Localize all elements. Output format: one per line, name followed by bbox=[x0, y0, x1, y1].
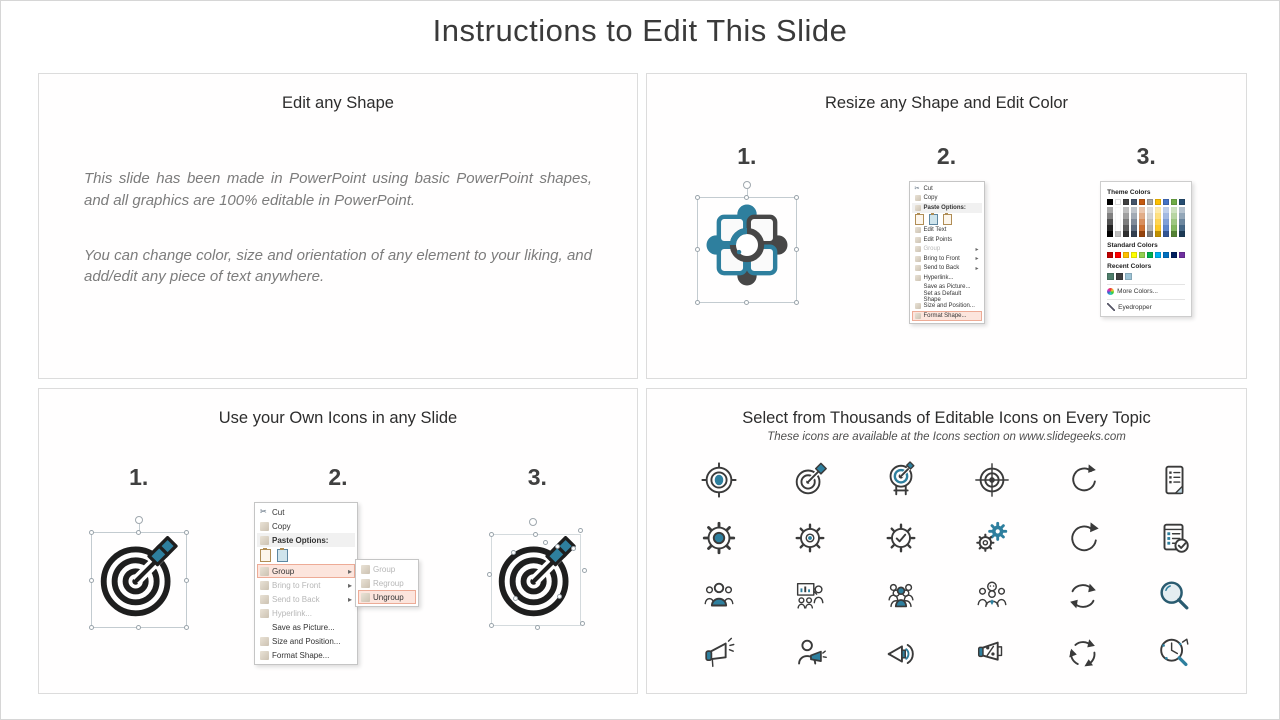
refresh-arrow-icon bbox=[1064, 519, 1102, 557]
color-swatch[interactable] bbox=[1107, 199, 1113, 205]
tint-column[interactable] bbox=[1163, 207, 1169, 237]
submenu-arrow-icon: ▸ bbox=[975, 246, 979, 253]
megaphone-left-icon bbox=[882, 635, 920, 673]
menu-item-size-and-position[interactable]: Size and Position... bbox=[912, 302, 982, 312]
library-icon-discussion-group[interactable] bbox=[946, 567, 1037, 625]
color-swatch[interactable] bbox=[1139, 199, 1145, 205]
library-icon-megaphone-announcement[interactable] bbox=[673, 625, 764, 683]
send-to-back-icon bbox=[915, 265, 921, 271]
edit-shape-paragraph-2: You can change color, size and orientation of any element to your liking, and add/edit any piece of text anywhere. bbox=[84, 246, 592, 286]
step-number: 1. bbox=[129, 464, 149, 490]
color-swatch[interactable] bbox=[1131, 252, 1137, 258]
panel-resize-shape-title: Resize any Shape and Edit Color bbox=[824, 94, 1069, 112]
menu-item-group[interactable]: Group ▸ bbox=[257, 564, 355, 578]
color-swatch[interactable] bbox=[1125, 273, 1132, 280]
discussion-group-icon bbox=[973, 577, 1011, 615]
gear-filled-center-icon bbox=[700, 519, 738, 557]
submenu-arrow-icon: ▸ bbox=[975, 265, 979, 272]
paste-picture-icon bbox=[277, 549, 288, 562]
panel-icon-library bbox=[646, 388, 1247, 694]
format-shape-icon bbox=[915, 313, 921, 319]
edit-shape-paragraph-1: This slide has been made in PowerPoint using basic PowerPoint shapes, and all graphics are 100% editable in PowerPoint. bbox=[84, 170, 592, 209]
library-icon-gear-filled-center[interactable] bbox=[673, 509, 764, 567]
selected-shape-graphic[interactable] bbox=[691, 181, 803, 307]
menu-item-edit-text[interactable]: Edit Text bbox=[912, 226, 982, 236]
icon-grid bbox=[647, 443, 1246, 683]
library-icon-dartboard-arrow[interactable] bbox=[764, 451, 855, 509]
size-position-icon bbox=[260, 637, 269, 646]
submenu-arrow-icon: ▸ bbox=[347, 566, 352, 576]
library-icon-team-three-people[interactable] bbox=[673, 567, 764, 625]
rotate-handle-icon[interactable] bbox=[529, 518, 537, 526]
send-to-back-icon bbox=[260, 595, 269, 604]
megaphone-percent-icon bbox=[973, 635, 1011, 673]
rotate-handle-icon[interactable] bbox=[135, 516, 143, 524]
step-number: 2. bbox=[936, 143, 957, 169]
tint-column[interactable] bbox=[1147, 207, 1153, 237]
resize-step-1 bbox=[647, 143, 847, 324]
size-position-icon bbox=[915, 303, 921, 309]
menu-item-paste-options[interactable]: Paste Options: bbox=[257, 533, 355, 547]
step-number: 3. bbox=[1136, 143, 1156, 169]
panel-own-icons bbox=[38, 388, 638, 694]
person-announcement-icon bbox=[791, 635, 829, 673]
copy-icon bbox=[260, 522, 269, 531]
tint-column[interactable] bbox=[1107, 207, 1113, 237]
scissors-icon: ✂ bbox=[259, 506, 267, 516]
menu-item-save-as-picture[interactable]: Save as Picture... bbox=[923, 284, 971, 291]
own-icons-step-2 bbox=[238, 464, 437, 660]
format-shape-icon bbox=[260, 651, 269, 660]
paste-keep-text-icon bbox=[943, 214, 952, 225]
library-icon-presentation-audience[interactable] bbox=[764, 567, 855, 625]
standard-colors-label: Standard Colors bbox=[1107, 242, 1158, 249]
color-swatch[interactable] bbox=[1171, 252, 1177, 258]
own-icons-steps bbox=[39, 464, 637, 660]
rotate-handle-icon[interactable] bbox=[743, 181, 751, 189]
menu-item-bring-to-front[interactable]: Bring to Front ▸ bbox=[912, 254, 982, 264]
paste-picture-icon bbox=[929, 214, 938, 225]
menu-item-copy[interactable]: Copy bbox=[912, 194, 982, 204]
presentation-audience-icon bbox=[791, 577, 829, 615]
menu-item-cut[interactable]: ✂ Cut bbox=[914, 185, 933, 192]
library-icon-megaphone-left[interactable] bbox=[855, 625, 946, 683]
menu-item-save-as-picture[interactable]: Save as Picture... bbox=[271, 622, 335, 632]
menu-item-copy[interactable]: Copy bbox=[257, 519, 355, 533]
submenu-arrow-icon: ▸ bbox=[347, 594, 352, 604]
library-icon-refresh-arrow[interactable] bbox=[1038, 509, 1129, 567]
paste-icon bbox=[260, 536, 269, 545]
library-icon-target-focus[interactable] bbox=[673, 451, 764, 509]
submenu-item-ungroup[interactable]: Ungroup bbox=[358, 590, 416, 604]
tint-column[interactable] bbox=[1171, 207, 1177, 237]
menu-item-hyperlink[interactable]: Hyperlink... bbox=[912, 273, 982, 283]
target-dart-icon bbox=[495, 536, 579, 620]
library-icon-magnifying-glass[interactable] bbox=[1129, 567, 1220, 625]
menu-item-send-to-back[interactable]: Send to Back ▸ bbox=[257, 592, 355, 606]
step-number: 1. bbox=[737, 143, 757, 169]
color-swatch[interactable] bbox=[1123, 252, 1129, 258]
tint-column[interactable] bbox=[1179, 207, 1185, 237]
team-three-people-icon bbox=[700, 577, 738, 615]
menu-item-set-as-default-shape[interactable]: Set as Default Shape bbox=[923, 290, 962, 303]
dartboard-arrow-icon bbox=[791, 461, 829, 499]
selected-target-icon-graphic[interactable] bbox=[87, 516, 191, 630]
megaphone-announcement-icon bbox=[700, 635, 738, 673]
recent-colors-label: Recent Colors bbox=[1107, 263, 1152, 270]
eyedropper-icon bbox=[1107, 303, 1115, 311]
paste-options-row[interactable] bbox=[257, 547, 355, 564]
color-swatch[interactable] bbox=[1123, 199, 1129, 205]
four-squares-shape-icon bbox=[703, 201, 791, 289]
own-icons-step-3 bbox=[438, 464, 637, 652]
step-number: 3. bbox=[527, 464, 547, 490]
tint-column[interactable] bbox=[1139, 207, 1145, 237]
own-icons-step-1 bbox=[39, 464, 238, 652]
color-wheel-icon bbox=[1107, 288, 1114, 295]
library-icon-document-checklist[interactable] bbox=[1129, 451, 1220, 509]
color-swatch[interactable] bbox=[1179, 252, 1185, 258]
hyperlink-icon bbox=[260, 609, 269, 618]
target-dart-icon bbox=[97, 536, 181, 620]
panel-resize-shape bbox=[646, 73, 1247, 379]
menu-item-format-shape[interactable]: Format Shape... bbox=[912, 311, 982, 321]
more-colors-item[interactable]: More Colors... bbox=[1107, 284, 1185, 295]
theme-color-row bbox=[1107, 199, 1185, 205]
tint-column[interactable] bbox=[1123, 207, 1129, 237]
context-menu-resize bbox=[909, 181, 985, 324]
menu-item-edit-points[interactable]: Edit Points bbox=[912, 235, 982, 245]
target-board-stand-icon bbox=[882, 461, 920, 499]
color-swatch[interactable] bbox=[1107, 273, 1114, 280]
panel-edit-shape-title: Edit any Shape bbox=[282, 94, 394, 112]
regroup-icon bbox=[361, 579, 370, 588]
library-icon-megaphone-percent[interactable] bbox=[946, 625, 1037, 683]
target-focus-icon bbox=[700, 461, 738, 499]
sync-arrows-icon bbox=[1064, 577, 1102, 615]
copy-icon bbox=[915, 195, 921, 201]
menu-item-send-to-back[interactable]: Send to Back ▸ bbox=[912, 264, 982, 274]
library-icon-gear-small-center[interactable] bbox=[764, 509, 855, 567]
slide-title: Instructions to Edit This Slide bbox=[432, 13, 848, 48]
theme-color-tints bbox=[1107, 207, 1185, 237]
resize-step-3 bbox=[1046, 143, 1246, 324]
hyperlink-icon bbox=[915, 275, 921, 281]
task-list-check-icon bbox=[1155, 519, 1193, 557]
magnifier-analysis-icon bbox=[1155, 635, 1193, 673]
library-icon-rotate-arrow[interactable] bbox=[1038, 451, 1129, 509]
library-icon-target-board-stand[interactable] bbox=[855, 451, 946, 509]
crosshair-target-icon bbox=[973, 461, 1011, 499]
library-icon-cycle-arrows[interactable] bbox=[1038, 625, 1129, 683]
standard-color-row bbox=[1107, 252, 1185, 258]
bring-to-front-icon bbox=[260, 581, 269, 590]
submenu-item-group[interactable]: Group bbox=[358, 562, 416, 576]
color-picker bbox=[1100, 181, 1192, 317]
resize-steps bbox=[647, 143, 1246, 324]
edit-points-icon bbox=[915, 237, 921, 243]
color-swatch[interactable] bbox=[1163, 252, 1169, 258]
library-icon-task-list-check[interactable] bbox=[1129, 509, 1220, 567]
panel-icon-library-subtitle: These icons are available at the Icons section on www.slidegeeks.com bbox=[767, 431, 1126, 443]
scissors-icon: ✂ bbox=[914, 185, 920, 192]
bring-to-front-icon bbox=[915, 256, 921, 262]
library-icon-gear-checkmark[interactable] bbox=[855, 509, 946, 567]
menu-item-group[interactable]: Group ▸ bbox=[912, 245, 982, 255]
theme-colors-label: Theme Colors bbox=[1107, 189, 1151, 196]
tint-column[interactable] bbox=[1115, 207, 1121, 237]
people-group-icon bbox=[882, 577, 920, 615]
color-swatch[interactable] bbox=[1147, 199, 1153, 205]
color-swatch[interactable] bbox=[1115, 252, 1121, 258]
magnifying-glass-icon bbox=[1155, 577, 1193, 615]
submenu-arrow-icon: ▸ bbox=[347, 580, 352, 590]
color-swatch[interactable] bbox=[1147, 252, 1153, 258]
edit-text-icon bbox=[915, 227, 921, 233]
gear-checkmark-icon bbox=[882, 519, 920, 557]
step-number: 2. bbox=[328, 464, 348, 490]
group-submenu bbox=[355, 559, 419, 607]
library-icon-people-group[interactable] bbox=[855, 567, 946, 625]
color-swatch[interactable] bbox=[1155, 199, 1161, 205]
color-swatch[interactable] bbox=[1171, 199, 1177, 205]
menu-item-format-shape[interactable]: Format Shape... bbox=[257, 648, 355, 662]
tint-column[interactable] bbox=[1131, 207, 1137, 237]
panel-icon-library-title: Select from Thousands of Editable Icons on Every Topic bbox=[742, 409, 1151, 427]
paste-icon bbox=[915, 205, 921, 211]
paste-options-row[interactable] bbox=[912, 213, 982, 226]
color-swatch[interactable] bbox=[1139, 252, 1145, 258]
panel-own-icons-title: Use your Own Icons in any Slide bbox=[218, 409, 458, 427]
library-icon-crosshair-target[interactable] bbox=[946, 451, 1037, 509]
group-icon bbox=[260, 567, 269, 576]
color-swatch[interactable] bbox=[1107, 252, 1113, 258]
document-checklist-icon bbox=[1155, 461, 1193, 499]
menu-item-size-and-position[interactable]: Size and Position... bbox=[257, 634, 355, 648]
menu-item-bring-to-front[interactable]: Bring to Front ▸ bbox=[257, 578, 355, 592]
library-icon-sync-arrows[interactable] bbox=[1038, 567, 1129, 625]
color-swatch[interactable] bbox=[1179, 199, 1185, 205]
submenu-item-regroup[interactable]: Regroup bbox=[358, 576, 416, 590]
color-swatch[interactable] bbox=[1163, 199, 1169, 205]
menu-item-paste-options[interactable]: Paste Options: bbox=[912, 203, 982, 213]
menu-item-cut[interactable]: ✂ Cut bbox=[259, 506, 285, 517]
color-swatch[interactable] bbox=[1115, 199, 1121, 205]
cycle-arrows-icon bbox=[1064, 635, 1102, 673]
group-icon bbox=[361, 565, 370, 574]
context-menu-group bbox=[254, 502, 422, 660]
library-icon-double-gears[interactable] bbox=[946, 509, 1037, 567]
paste-keep-formatting-icon bbox=[915, 214, 924, 225]
paste-keep-formatting-icon bbox=[260, 549, 271, 562]
library-icon-person-announcement[interactable] bbox=[764, 625, 855, 683]
tint-column[interactable] bbox=[1155, 207, 1161, 237]
library-icon-magnifier-analysis[interactable] bbox=[1129, 625, 1220, 683]
eyedropper-item[interactable]: Eyedropper bbox=[1107, 299, 1185, 311]
recent-color-row bbox=[1107, 273, 1185, 280]
ungroup-icon bbox=[361, 593, 370, 602]
group-icon bbox=[915, 246, 921, 252]
color-swatch[interactable] bbox=[1155, 252, 1161, 258]
color-swatch[interactable] bbox=[1131, 199, 1137, 205]
ungrouped-target-icon-graphic[interactable] bbox=[485, 516, 589, 630]
submenu-arrow-icon: ▸ bbox=[975, 256, 979, 263]
panel-edit-shape bbox=[38, 73, 638, 379]
color-swatch[interactable] bbox=[1116, 273, 1123, 280]
resize-step-2 bbox=[847, 143, 1047, 324]
double-gears-icon bbox=[973, 519, 1011, 557]
gear-small-center-icon bbox=[791, 519, 829, 557]
rotate-arrow-icon bbox=[1064, 461, 1102, 499]
menu-item-hyperlink[interactable]: Hyperlink... bbox=[257, 606, 355, 620]
